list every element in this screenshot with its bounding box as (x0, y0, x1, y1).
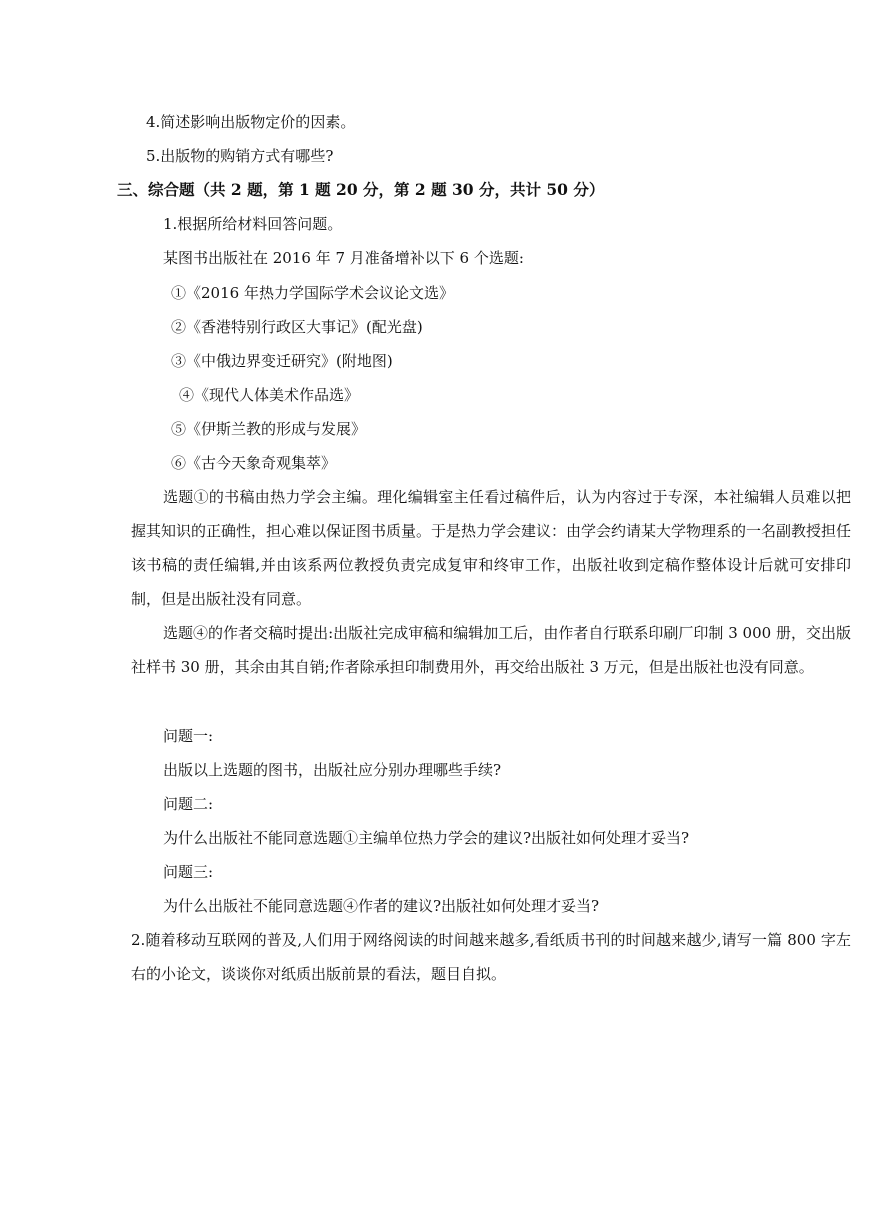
section-3-heading: 三、综合题（共 2 题，第 1 题 20 分，第 2 题 30 分，共计 50 分） (117, 180, 605, 199)
topic-item: ③《中俄边界变迁研究》(附地图) (171, 352, 393, 370)
question-5: 5.出版物的购销方式有哪些? (146, 147, 334, 165)
topic-item: ⑤《伊斯兰教的形成与发展》 (171, 420, 367, 438)
topic-item: ②《香港特别行政区大事记》(配光盘) (171, 318, 423, 336)
question-text: 为什么出版社不能同意选题④作者的建议?出版社如何处理才妥当? (163, 897, 600, 915)
question-label: 问题二: (163, 795, 214, 813)
topic-item: ④《现代人体美术作品选》 (179, 386, 360, 404)
question-label: 问题三: (163, 863, 214, 881)
question-label: 问题一: (163, 727, 214, 745)
q1-title: 1.根据所给材料回答问题。 (163, 215, 343, 233)
question-text: 为什么出版社不能同意选题①主编单位热力学会的建议?出版社如何处理才妥当? (163, 829, 690, 847)
question-2: 2.随着移动互联网的普及,人们用于网络阅读的时间越来越多,看纸质书刊的时间越来越少,请写一篇 800 字左右的小论文，谈谈你对纸质出版前景的看法，题目自拟。 (131, 931, 851, 983)
question-text: 出版以上选题的图书，出版社应分别办理哪些手续? (163, 761, 502, 779)
q1-paragraph-2: 选题④的作者交稿时提出:出版社完成审稿和编辑加工后，由作者自行联系印刷厂印制 3 000 册，交出版社样书 30 册，其余由其自销;作者除承担印制费用外，再交给出版社 3 万元，但是出版社也没有同意。 (131, 624, 851, 676)
q1-intro: 某图书出版社在 2016 年 7 月准备增补以下 6 个选题: (163, 249, 524, 267)
question-4: 4.简述影响出版物定价的因素。 (146, 113, 356, 131)
q1-paragraph-1: 选题①的书稿由热力学会主编。理化编辑室主任看过稿件后，认为内容过于专深，本社编辑人员难以把握其知识的正确性，担心难以保证图书质量。于是热力学会建议：由学会约请某大学物理系的一名副教授担任该书稿的责任编辑,并由该系两位教授负责完成复审和终审工作，出版社收到定稿作整体设计后就可安排印制，但是出版社没有同意。 (131, 488, 852, 608)
topic-item: ⑥《古今天象奇观集萃》 (171, 454, 337, 472)
topic-item: ①《2016 年热力学国际学术会议论文选》 (171, 284, 454, 302)
